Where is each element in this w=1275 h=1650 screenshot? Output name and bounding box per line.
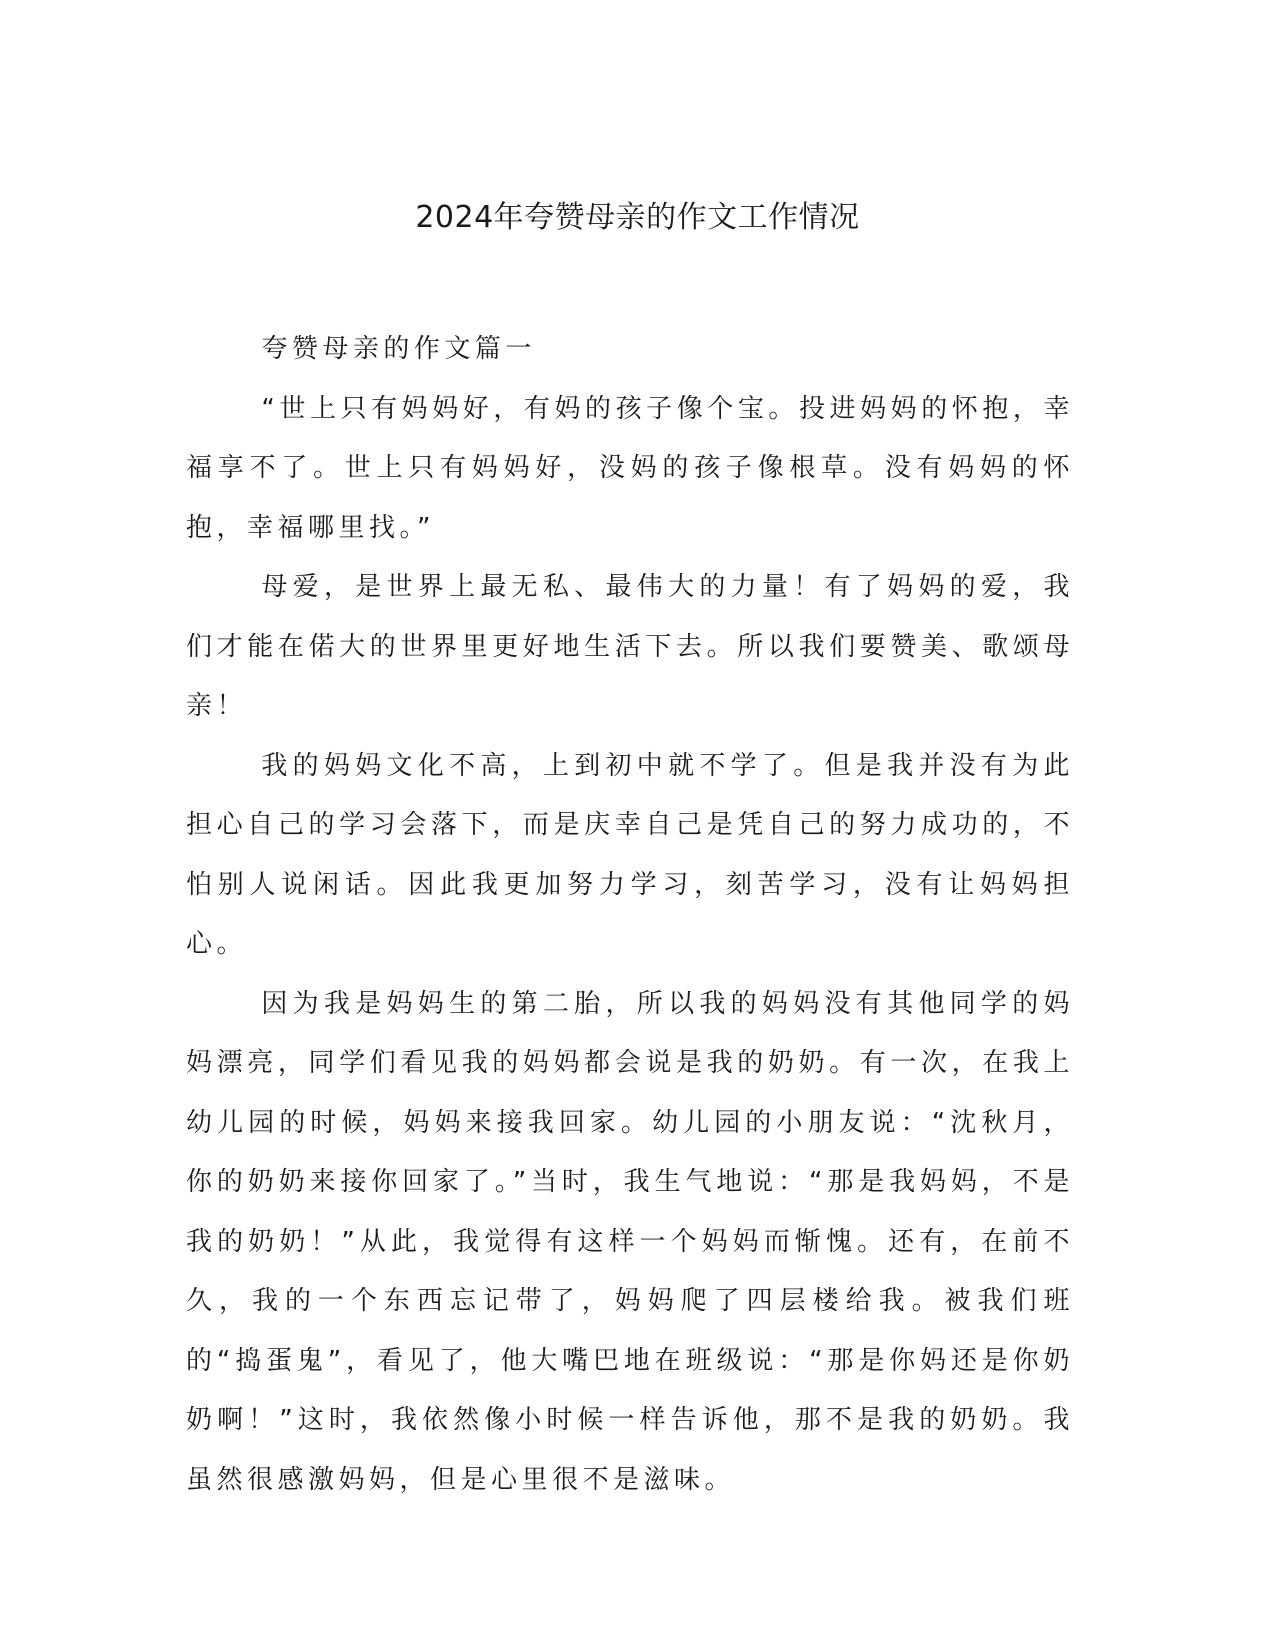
document-body	[186, 320, 1074, 1510]
paragraph-2: 母爱，是世界上最无私、最伟大的力量！有了妈妈的爱，我们才能在偌大的世界里更好地生活下去。所以我们要赞美、歌颂母亲！	[186, 572, 1074, 721]
paragraph-3: 我的妈妈文化不高，上到初中就不学了。但是我并没有为此担心自己的学习会落下，而是庆幸自己是凭自己的努力成功的，不怕别人说闲话。因此我更加努力学习，刻苦学习，没有让妈妈担心。	[186, 750, 1074, 959]
paragraph-1: “世上只有妈妈好，有妈的孩子像个宝。投进妈妈的怀抱，幸福享不了。世上只有妈妈好，没妈的孩子像根草。没有妈妈的怀抱，幸福哪里找。”	[186, 393, 1074, 543]
section-heading: 夸赞母亲的作文篇一	[261, 334, 536, 364]
document-title: 2024年夸赞母亲的作文工作情况	[415, 200, 860, 235]
paragraph-4: 因为我是妈妈生的第二胎，所以我的妈妈没有其他同学的妈妈漂亮，同学们看见我的妈妈都会说是我的奶奶。有一次，在我上幼儿园的时候，妈妈来接我回家。幼儿园的小朋友说：“沈秋月，你的奶奶来接你回家了。”当时，我生气地说：“那是我妈妈，不是我的奶奶！”从此，我觉得有这样一个妈妈而惭愧。还有，在前不久，我的一个东西忘记带了，妈妈爬了四层楼给我。被我们班的“捣蛋鬼”，看见了，他大嘴巴地在班级说：“那是你妈还是你奶奶啊！”这时，我依然像小时候一样告诉他，那不是我的奶奶。我虽然很感激妈妈，但是心里很不是滋味。	[186, 988, 1074, 1495]
